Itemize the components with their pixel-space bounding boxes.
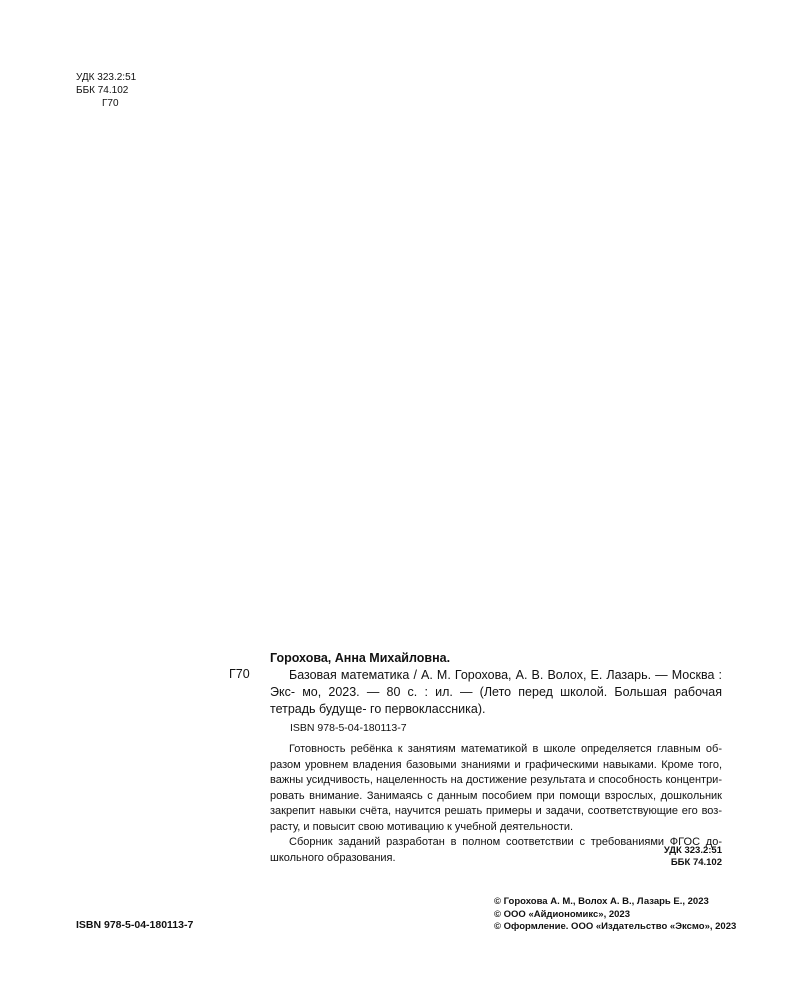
bbk-code-bottom: ББК 74.102	[670, 857, 722, 868]
annotation-paragraph	[270, 742, 722, 835]
isbn-footer: ISBN 978-5-04-180113-7	[76, 919, 194, 931]
udk-code: УДК 323.2:51	[76, 72, 137, 83]
record-isbn: ISBN 978-5-04-180113-7	[290, 722, 407, 734]
bottom-classification-block	[600, 845, 722, 869]
copyright-block	[494, 896, 736, 934]
annotation-line: Сборник заданий разработан в полном соответствии с требованиями ФГОС до-	[289, 836, 722, 848]
top-classification-block	[76, 71, 136, 110]
cutter-code: Г70	[102, 98, 119, 109]
copyright-line: © Оформление. ООО «Издательство «Эксмо», 2023	[494, 921, 737, 932]
annotation-line: важны усидчивость, нацеленность на достижение результата и способность концентри-	[270, 774, 722, 786]
annotation-line: школьного образования.	[270, 851, 396, 864]
annotation-line: ровать внимание. Занимаясь с данным пособием при помощи взрослых, дошкольник	[270, 789, 722, 802]
author-heading: Горохова, Анна Михайловна.	[270, 651, 451, 665]
copyright-line: © ООО «Айдиономикс», 2023	[494, 908, 630, 920]
biblio-line: мо, 2023. — 80 с. : ил. — (Лето перед школой. Большая рабочая тетрадь будуще-	[270, 685, 722, 716]
record-cutter-code: Г70	[229, 667, 250, 681]
biblio-line: Базовая математика / А. М. Горохова, А. В. Волох, Е. Лазарь. — Москва : Экс-	[270, 668, 722, 699]
bibliographic-description	[270, 667, 722, 718]
annotation-line: расту, и повысит свою мотивацию к учебной деятельности.	[270, 820, 574, 833]
annotation-line: разом уровнем владения базовыми знаниями и графическими навыками. Кроме того,	[270, 758, 722, 771]
biblio-line: го первоклассника).	[370, 702, 486, 716]
udk-code-bottom: УДК 323.2:51	[663, 845, 722, 856]
copyright-line: © Горохова А. М., Волох А. В., Лазарь Е., 2023	[494, 896, 709, 907]
annotation-line: Готовность ребёнка к занятиям математикой в школе определяется главным об-	[289, 743, 722, 755]
bbk-code: ББК 74.102	[76, 85, 129, 96]
annotation-line: закрепит навыки счёта, научится решать примеры и задачи, соответствующие его воз-	[270, 805, 722, 817]
